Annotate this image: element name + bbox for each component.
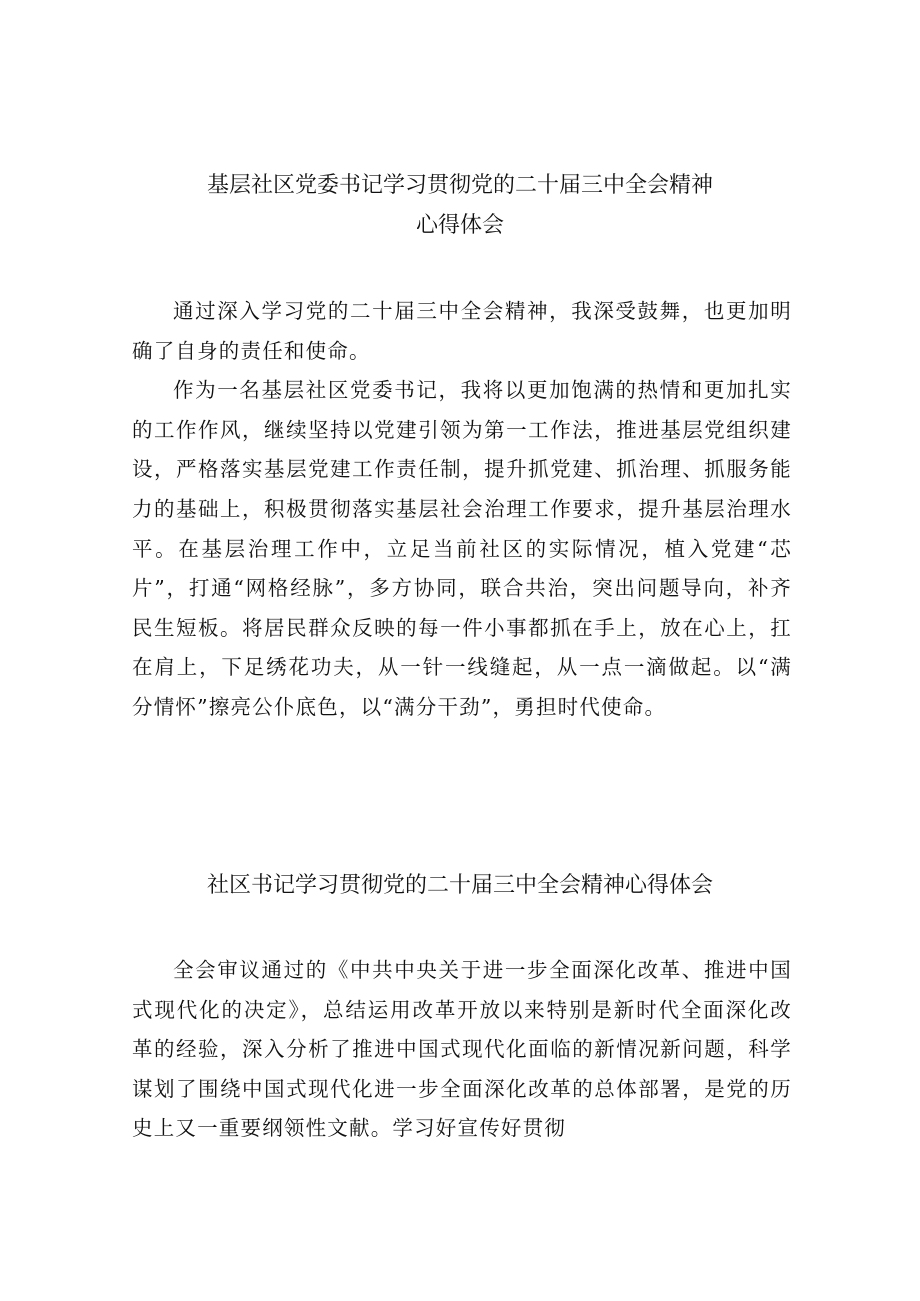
article-body-2 <box>132 951 792 1149</box>
article-title-1 <box>130 166 790 246</box>
article-title-1-line-2: 心得体会 <box>415 213 504 238</box>
article-1-paragraph-2: 作为一名基层社区党委书记，我将以更加饱满的热情和更加扎实的工作作风，继续坚持以党建引领为第一工作法，推进基层党组织建设，严格落实基层党建工作责任制，提升抓党建、抓治理、抓服务能力的基础上，积极贯彻落实基层社会治理工作要求，提升基层治理水平。在基层治理工作中，立足当前社区的实际情况，植入党建“芯片”，打通“网格经脉”，多方协同，联合共治，突出问题导向，补齐民生短板。将居民群众反映的每一件小事都抓在手上，放在心上，扛在肩上，下足绣花功夫，从一针一线缝起，从一点一滴做起。以“满分情怀”擦亮公仆底色，以“满分干劲”，勇担时代使命。 <box>132 378 792 719</box>
article-title-2: 社区书记学习贯彻党的二十届三中全会精神心得体会 <box>206 873 713 898</box>
article-title-1-line-1: 基层社区党委书记学习贯彻党的二十届三中全会精神 <box>206 173 713 198</box>
article-body-1 <box>132 292 792 728</box>
article-1-paragraph-1: 通过深入学习党的二十届三中全会精神，我深受鼓舞，也更加明确了自身的责任和使命。 <box>132 299 792 363</box>
article-2-paragraph-1: 全会审议通过的《中共中央关于进一步全面深化改革、推进中国式现代化的决定》，总结运用改革开放以来特别是新时代全面深化改革的经验，深入分析了推进中国式现代化面临的新情况新问题，科学谋划了围绕中国式现代化进一步全面深化改革的总体部署，是党的历史上又一重要纲领性文献。学习好宣传好贯彻 <box>132 958 792 1141</box>
